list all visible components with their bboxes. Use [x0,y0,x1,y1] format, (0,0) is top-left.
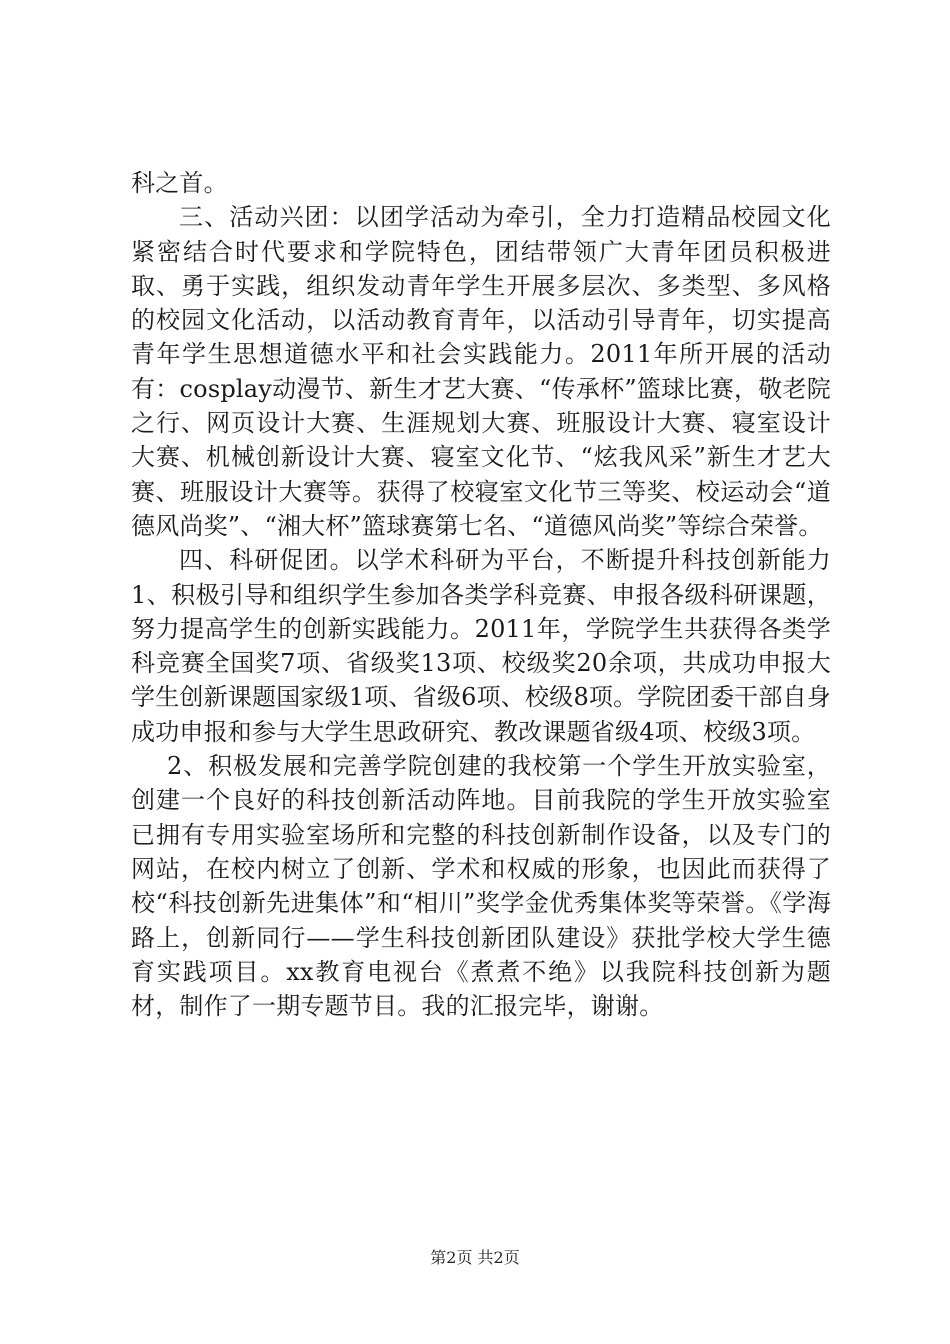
document-body [131,166,831,1023]
page-footer: 第2页 共2页 [430,1248,520,1267]
paragraph-open-lab: 2、积极发展和完善学院创建的我校第一个学生开放实验室，创建一个良好的科技创新活动阵地。目前我院的学生开放实验室已拥有专用实验室场所和完整的科技创新制作设备，以及专门的网站，在校内树立了创新、学术和权威的形象，也因此而获得了校“科技创新先进集体”和“相川”奖学金优秀集体奖等荣誉。《学海路上，创新同行——学生科技创新团队建设》获批学校大学生德育实践项目。xx教育电视台《煮煮不绝》以我院科技创新为题材，制作了一期专题节目。我的汇报完毕，谢谢。 [131,752,831,1021]
paragraph-research: 四、科研促团。以学术科研为平台，不断提升科技创新能力1、积极引导和组织学生参加各类学科竞赛、申报各级科研课题，努力提高学生的创新实践能力。2011年，学院学生共获得各类学科竞赛全国奖7项、省级奖13项、校级奖20余项，共成功申报大学生创新课题国家级1项、省级6项、校级8项。学院团委干部自身成功申报和参与大学生思政研究、教改课题省级4项、校级3项。 [131,546,831,746]
paragraph-continuation: 科之首。 [131,169,228,197]
paragraph-activities: 三、活动兴团：以团学活动为牵引，全力打造精品校园文化紧密结合时代要求和学院特色，团结带领广大青年团员积极进取、勇于实践，组织发动青年学生开展多层次、多类型、多风格的校园文化活动，以活动教育青年，以活动引导青年，切实提高青年学生思想道德水平和社会实践能力。2011年所开展的活动有：cosplay动漫节、新生才艺大赛、“传承杯”篮球比赛，敬老院之行、网页设计大赛、生涯规划大赛、班服设计大赛、寝室设计大赛、机械创新设计大赛、寝室文化节、“炫我风采”新生才艺大赛、班服设计大赛等。获得了校寝室文化节三等奖、校运动会“道德风尚奖”、“湘大杯”篮球赛第七名、“道德风尚奖”等综合荣誉。 [131,203,831,540]
